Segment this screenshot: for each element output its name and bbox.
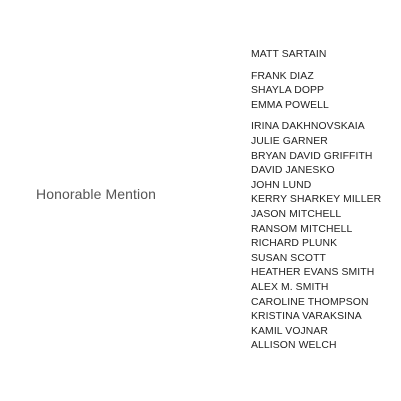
name-item: JULIE GARNER bbox=[251, 135, 328, 147]
name-item: KAMIL VOJNAR bbox=[251, 325, 329, 337]
name-item: KRISTINA VARAKSINA bbox=[251, 311, 362, 323]
name-item: RICHARD PLUNK bbox=[251, 238, 338, 250]
name-item: ALEX M. SMITH bbox=[251, 281, 329, 293]
name-item: MATT SARTAIN bbox=[251, 49, 327, 60]
name-group bbox=[251, 70, 381, 114]
name-item: ALLISON WELCH bbox=[251, 340, 337, 352]
name-item: JOHN LUND bbox=[251, 179, 312, 191]
name-item: FRANK DIAZ bbox=[251, 70, 314, 82]
names-list bbox=[251, 48, 381, 354]
name-item: DAVID JANESKO bbox=[251, 165, 335, 177]
name-item: EMMA POWELL bbox=[251, 99, 329, 111]
name-item: BRYAN DAVID GRIFFITH bbox=[251, 150, 373, 162]
name-item: RANSOM MITCHELL bbox=[251, 223, 353, 235]
name-item: SUSAN SCOTT bbox=[251, 252, 326, 264]
name-group bbox=[251, 48, 381, 63]
name-item: SHAYLA DOPP bbox=[251, 85, 325, 97]
name-item: HEATHER EVANS SMITH bbox=[251, 267, 375, 279]
category-label: Honorable Mention bbox=[36, 186, 156, 202]
name-group bbox=[251, 120, 381, 354]
name-item: CAROLINE THOMPSON bbox=[251, 296, 369, 308]
name-item: JASON MITCHELL bbox=[251, 208, 342, 220]
name-item: KERRY SHARKEY MILLER bbox=[251, 194, 382, 206]
name-item: IRINA DAKHNOVSKAIA bbox=[251, 121, 365, 133]
